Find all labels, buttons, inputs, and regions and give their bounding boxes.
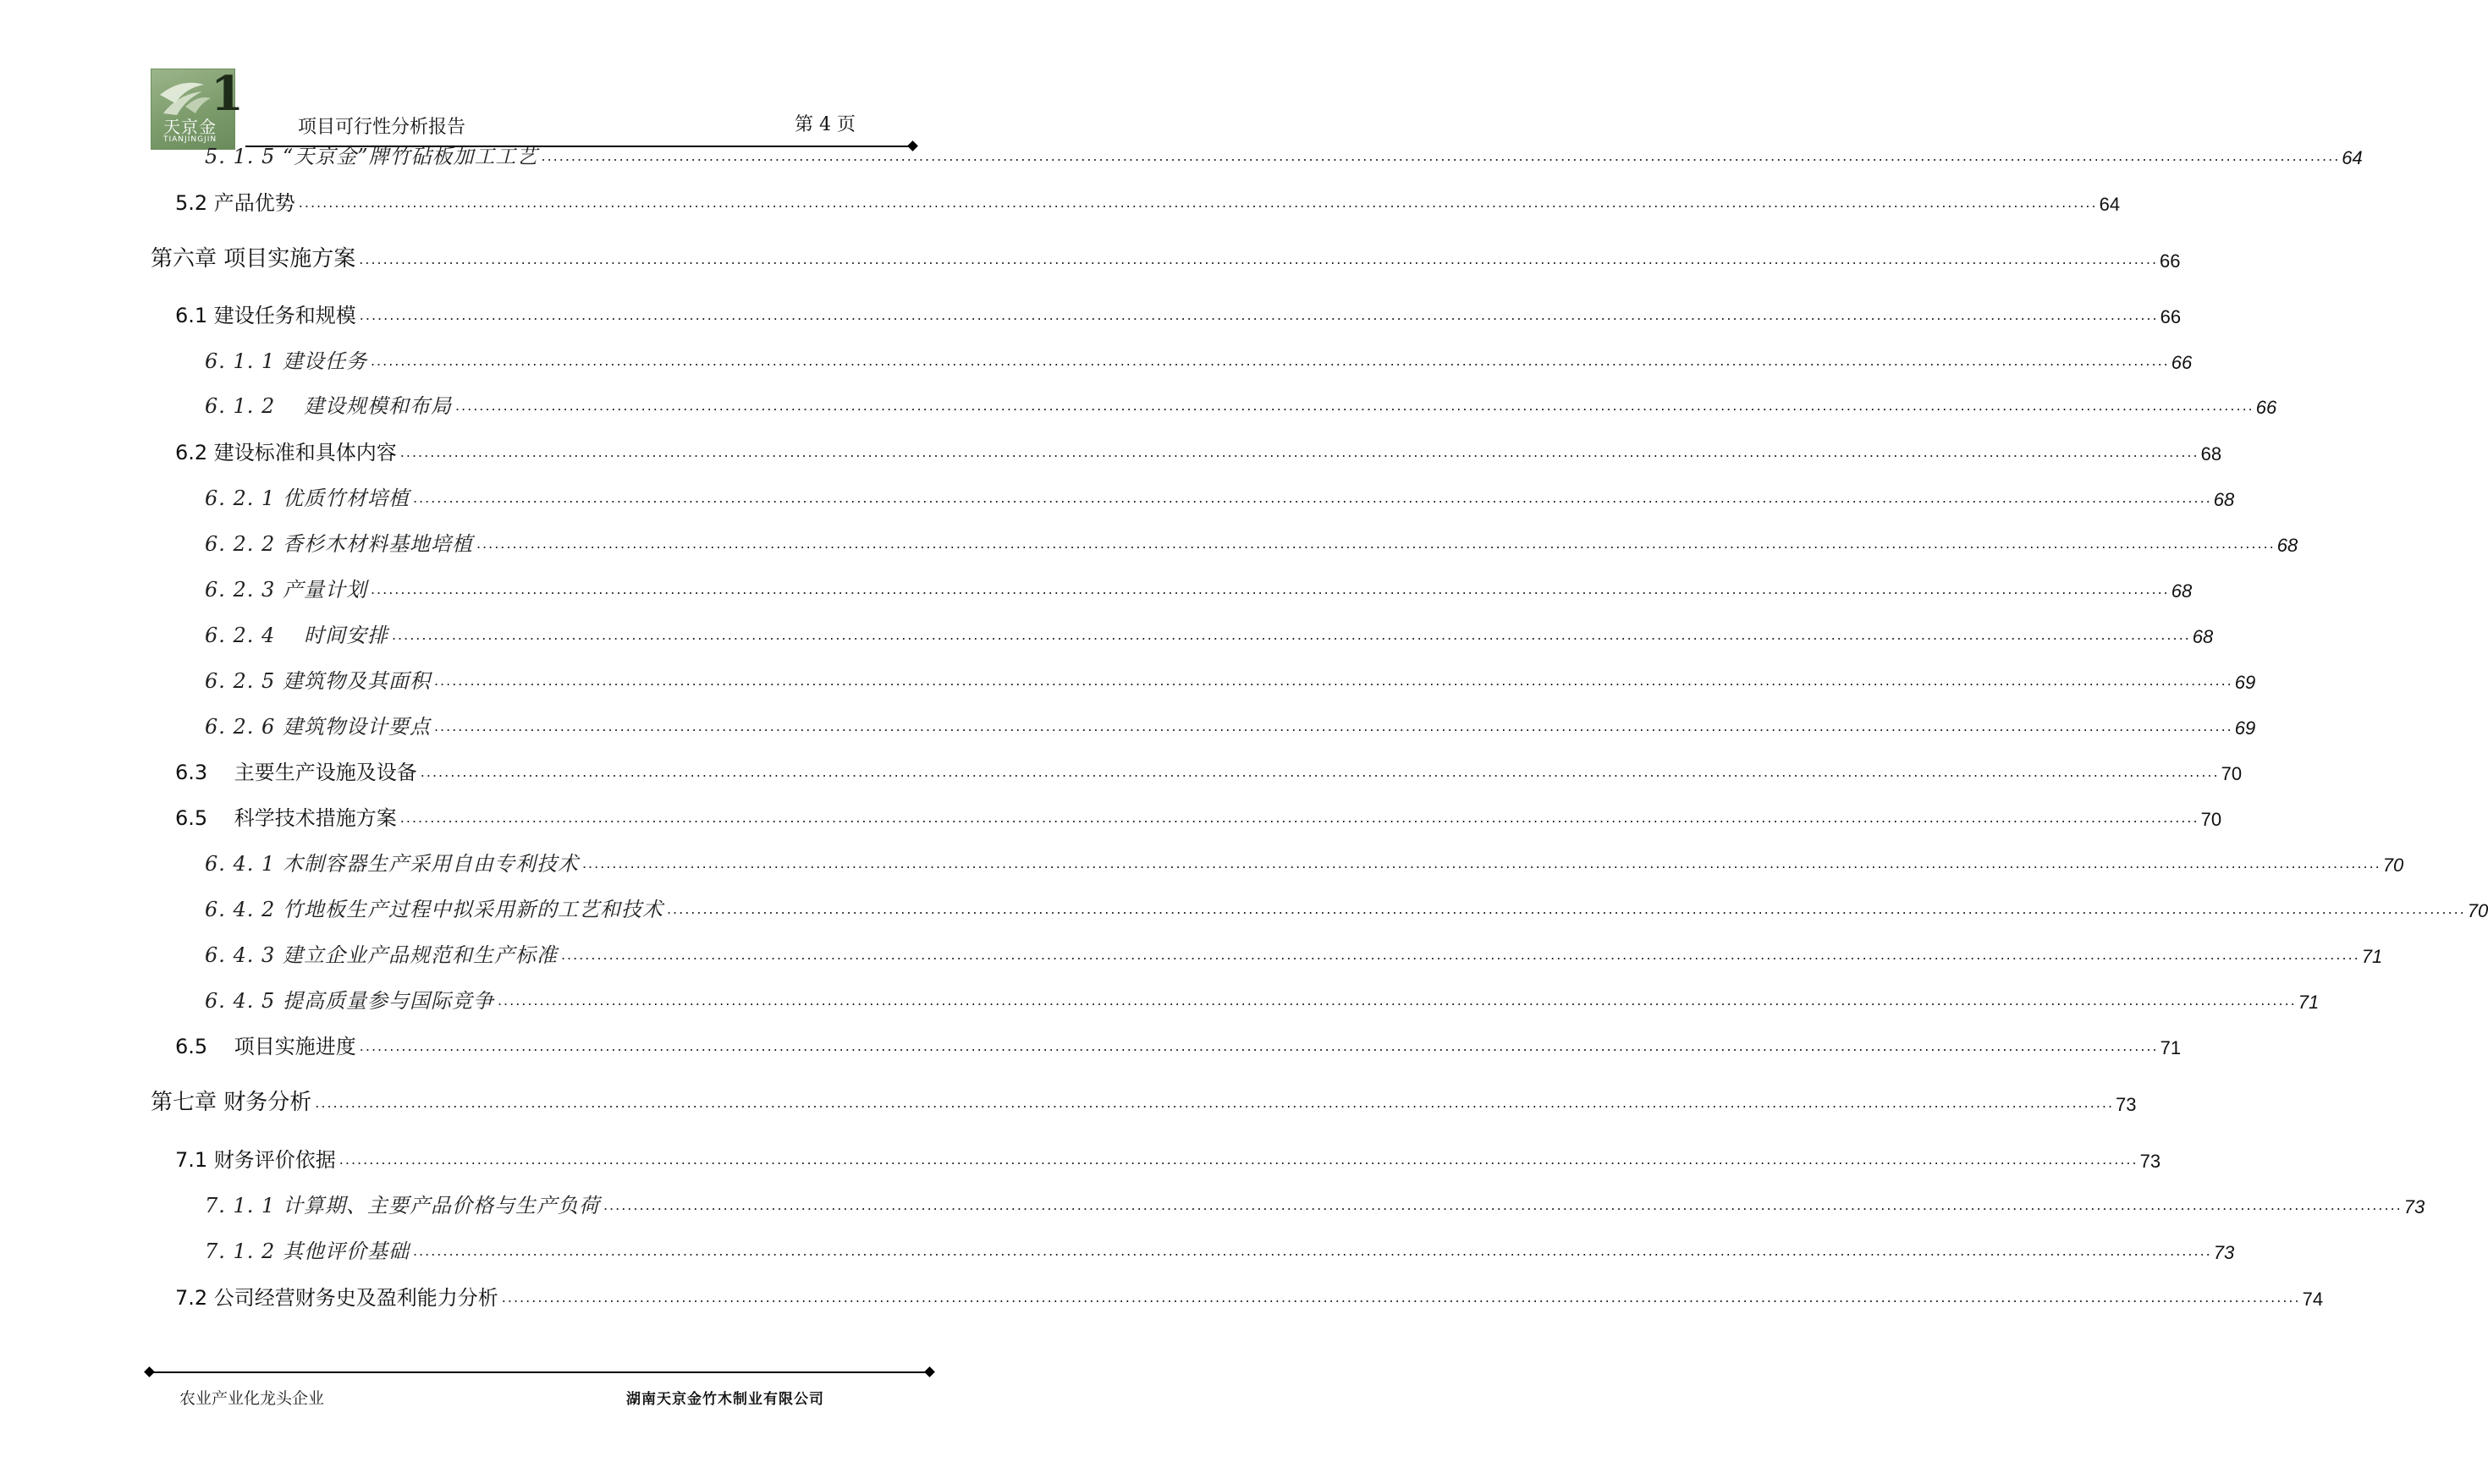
toc-entry	[205, 140, 2363, 169]
toc-entry-label: 7. 1. 2 其他评价基础	[205, 1239, 410, 1263]
toc-leader-dots: ............................................................................................................................................................................................................................................................................................................	[603, 1197, 2403, 1213]
toc-leader-dots: ............................................................................................................................................................................................................................................................................................................	[298, 195, 2098, 211]
toc-entry-page: 66	[2160, 306, 2182, 327]
toc-entry-label: 6.5 科学技术措施方案	[175, 806, 397, 830]
toc-entry-label: 7. 1. 1 计算期、主要产品价格与生产负荷	[205, 1194, 600, 1217]
toc-entry-label: 6.1 建设任务和规模	[175, 304, 356, 327]
toc-entry	[205, 482, 2235, 511]
toc-entry-label: 6. 1. 1 建设任务	[205, 349, 367, 373]
toc-entry-page: 66	[2255, 397, 2277, 418]
toc-entry-label: 6.3 主要生产设施及设备	[175, 761, 417, 784]
toc-leader-dots: ............................................................................................................................................................................................................................................................................................................	[370, 581, 2170, 597]
toc-leader-dots: ............................................................................................................................................................................................................................................................................................................	[315, 1095, 2115, 1111]
toc-entry-label: 6.2 建设标准和具体内容	[175, 441, 397, 464]
toc-entry-label: 6. 4. 1 木制容器生产采用自由专利技术	[205, 852, 579, 876]
toc-leader-dots: ............................................................................................................................................................................................................................................................................................................	[541, 148, 2341, 164]
toc-entry-label: 6. 2. 5 建筑物及其面积	[205, 669, 431, 693]
toc-leader-dots: ............................................................................................................................................................................................................................................................................................................	[501, 1289, 2301, 1305]
toc-entry	[205, 528, 2298, 557]
toc-entry-page: 73	[2213, 1242, 2235, 1263]
toc-entry-page: 69	[2234, 672, 2256, 693]
toc-leader-dots: ............................................................................................................................................................................................................................................................................................................	[497, 992, 2297, 1009]
toc-entry-page: 66	[2160, 250, 2181, 272]
toc-leader-dots: ............................................................................................................................................................................................................................................................................................................	[370, 353, 2170, 369]
toc-entry	[205, 848, 2404, 877]
toc-entry-page: 70	[2467, 900, 2488, 921]
toc-entry-label: 5.2 产品优势	[175, 191, 295, 215]
toc-leader-dots: ............................................................................................................................................................................................................................................................................................................	[433, 673, 2233, 689]
toc-entry	[175, 756, 2243, 785]
toc-entry-page: 64	[2342, 147, 2363, 168]
toc-entry-page: 73	[2116, 1094, 2137, 1115]
toc-entry	[205, 390, 2277, 419]
toc-entry-page: 68	[2192, 626, 2214, 647]
toc-entry-label: 7.1 财务评价依据	[175, 1148, 336, 1172]
toc-leader-dots: ............................................................................................................................................................................................................................................................................................................	[412, 490, 2212, 506]
toc-leader-dots: ............................................................................................................................................................................................................................................................................................................	[476, 536, 2276, 552]
toc-entry-label: 第七章 财务分析	[151, 1090, 312, 1115]
toc-entry-label: 6. 2. 6 建筑物设计要点	[205, 715, 431, 739]
toc-leader-dots: ............................................................................................................................................................................................................................................................................................................	[420, 764, 2220, 780]
toc-entry	[205, 1190, 2425, 1218]
toc-entry-label: 6. 4. 5 提高质量参与国际竞争	[205, 989, 494, 1013]
company-logo	[151, 66, 244, 150]
toc-entry	[205, 711, 2256, 739]
toc-leader-dots: ............................................................................................................................................................................................................................................................................................................	[359, 1038, 2159, 1054]
toc-entry	[175, 437, 2222, 465]
logo-text-en: TIANJINGJIN	[163, 135, 217, 144]
toc-leader-dots: ............................................................................................................................................................................................................................................................................................................	[581, 855, 2381, 871]
toc-leader-dots: ............................................................................................................................................................................................................................................................................................................	[399, 444, 2199, 460]
toc-entry-label: 6. 4. 3 建立企业产品规范和生产标准	[205, 943, 558, 967]
toc-entry-page: 68	[2213, 489, 2235, 510]
toc-entry-page: 73	[2403, 1196, 2425, 1217]
page-number: 第 4 页	[795, 114, 856, 135]
toc-entry	[205, 939, 2383, 968]
toc-entry-label: 6. 2. 2 香杉木材料基地培植	[205, 532, 473, 556]
toc-entry-page: 64	[2099, 194, 2121, 215]
toc-entry-page: 68	[2171, 580, 2193, 602]
toc-leader-dots: ............................................................................................................................................................................................................................................................................................................	[560, 947, 2360, 963]
footer-rule-start-diamond	[144, 1366, 155, 1377]
toc-entry-label: 6.5 项目实施进度	[175, 1035, 356, 1058]
toc-entry-page: 66	[2171, 352, 2193, 373]
toc-entry-page: 68	[2200, 443, 2222, 464]
toc-leader-dots: ............................................................................................................................................................................................................................................................................................................	[433, 718, 2233, 734]
logo-mark: 1	[211, 66, 244, 122]
toc-leader-dots: ............................................................................................................................................................................................................................................................................................................	[454, 398, 2254, 414]
toc-entry	[175, 300, 2182, 328]
footer-company-name: 湖南天京金竹木制业有限公司	[626, 1391, 824, 1408]
toc-entry-page: 71	[2298, 992, 2320, 1013]
toc-entry-page: 69	[2234, 717, 2256, 739]
toc-entry-page: 73	[2139, 1151, 2161, 1172]
toc-entry-label: 5. 1. 5 “天京金”牌竹砧板加工工艺	[205, 145, 538, 168]
toc-entry-label: 6. 2. 3 产量计划	[205, 578, 367, 602]
report-title: 项目可行性分析报告	[298, 117, 466, 138]
toc-entry-page: 70	[2221, 763, 2243, 784]
toc-entry	[175, 802, 2222, 831]
toc-entry-page: 68	[2276, 535, 2298, 556]
toc-entry	[175, 1031, 2182, 1059]
toc-entry-label: 第六章 项目实施方案	[151, 246, 356, 272]
logo-text-cn: 天京金	[163, 117, 217, 137]
toc-entry-label: 6. 1. 2 建设规模和布局	[205, 394, 452, 418]
toc-entry-label: 6. 4. 2 竹地板生产过程中拟采用新的工艺和技术	[205, 898, 663, 921]
footer-rule	[149, 1371, 929, 1373]
toc-entry-page: 71	[2160, 1037, 2182, 1058]
toc-entry-page: 70	[2200, 809, 2222, 830]
toc-entry-label: 6. 2. 4 时间安排	[205, 624, 388, 647]
toc-entry-label: 7.2 公司经营财务史及盈利能力分析	[175, 1286, 498, 1310]
toc-entry-page: 71	[2361, 946, 2383, 967]
toc-entry	[175, 1144, 2161, 1173]
footer-slogan: 农业产业化龙头企业	[179, 1389, 325, 1408]
toc-entry	[175, 187, 2121, 216]
toc-entry	[205, 574, 2193, 602]
toc-entry	[205, 1235, 2235, 1264]
toc-leader-dots: ............................................................................................................................................................................................................................................................................................................	[359, 307, 2159, 323]
toc-entry	[151, 1087, 2137, 1116]
toc-leader-dots: ............................................................................................................................................................................................................................................................................................................	[359, 251, 2159, 267]
toc-entry	[205, 893, 2488, 922]
toc-leader-dots: ............................................................................................................................................................................................................................................................................................................	[391, 627, 2191, 643]
toc-entry	[205, 985, 2320, 1014]
toc-entry	[151, 244, 2181, 272]
toc-entry-page: 74	[2302, 1289, 2324, 1310]
toc-entry	[205, 345, 2193, 374]
toc-leader-dots: ............................................................................................................................................................................................................................................................................................................	[666, 901, 2466, 917]
toc-entry	[205, 619, 2214, 648]
toc-leader-dots: ............................................................................................................................................................................................................................................................................................................	[339, 1151, 2138, 1168]
toc-entry-page: 70	[2382, 855, 2404, 876]
toc-entry	[205, 665, 2256, 694]
toc-entry	[175, 1282, 2324, 1311]
footer-rule-end-diamond	[924, 1366, 935, 1377]
toc-leader-dots: ............................................................................................................................................................................................................................................................................................................	[412, 1243, 2212, 1259]
toc-entry-label: 6. 2. 1 优质竹材培植	[205, 486, 410, 510]
toc-leader-dots: ............................................................................................................................................................................................................................................................................................................	[399, 810, 2199, 826]
